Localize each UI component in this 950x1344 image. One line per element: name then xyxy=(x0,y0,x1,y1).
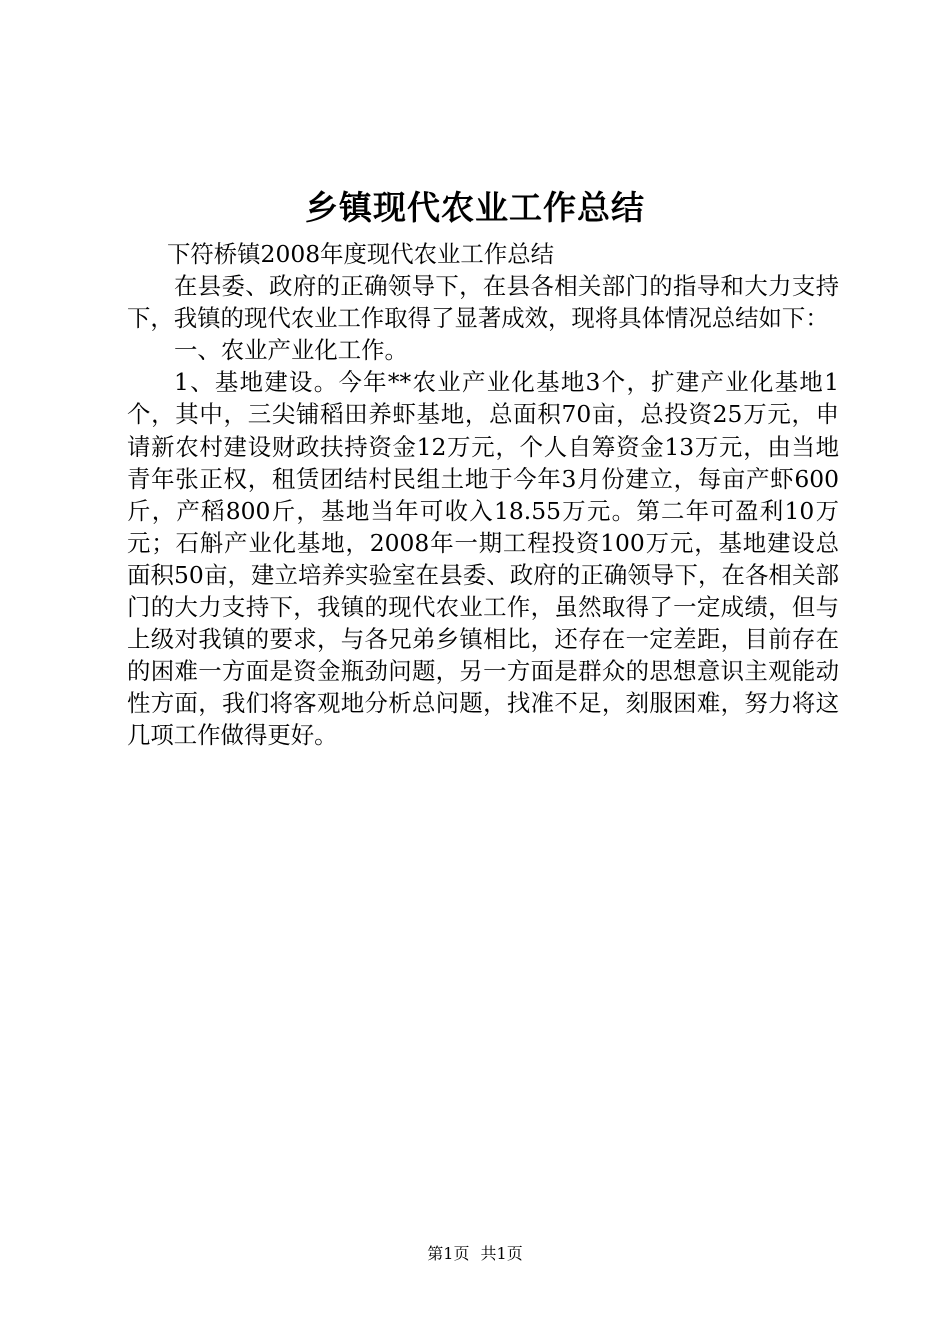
section-heading: 一、农业产业化工作。 xyxy=(174,336,408,365)
document-body xyxy=(127,238,839,752)
document-subtitle: 下符桥镇2008年度现代农业工作总结 xyxy=(167,240,554,268)
page-number-current: 第1页 xyxy=(427,1244,470,1263)
page-number-total: 共1页 xyxy=(480,1244,523,1263)
document-title: 乡镇现代农业工作总结 xyxy=(305,188,645,227)
paragraph-intro: 在县委、政府的正确领导下，在县各相关部门的指导和大力支持下，我镇的现代农业工作取得了显著成效，现将具体情况总结如下： xyxy=(127,272,839,333)
paragraph-base-construction: 1、基地建设。今年**农业产业化基地3个，扩建产业化基地1个，其中，三尖铺稻田养虾基地，总面积70亩，总投资25万元，申请新农村建设财政扶持资金12万元，个人自筹资金13万元，由当地青年张正权，租赁团结村民组土地于今年3月份建立，每亩产虾600斤，产稻800斤，基地当年可收入18.55万元。第二年可盈利10万元；石斛产业化基地，2008年一期工程投资100万元，基地建设总面积50亩，建立培养实验室在县委、政府的正确领导下，在各相关部门的大力支持下，我镇的现代农业工作，虽然取得了一定成绩，但与上级对我镇的要求，与各兄弟乡镇相比，还存在一定差距，目前存在的困难一方面是资金瓶劲问题，另一方面是群众的思想意识主观能动性方面，我们将客观地分析总问题，找准不足，刻服困难，努力将这几项工作做得更好。 xyxy=(127,368,839,750)
page-footer xyxy=(0,1243,950,1265)
